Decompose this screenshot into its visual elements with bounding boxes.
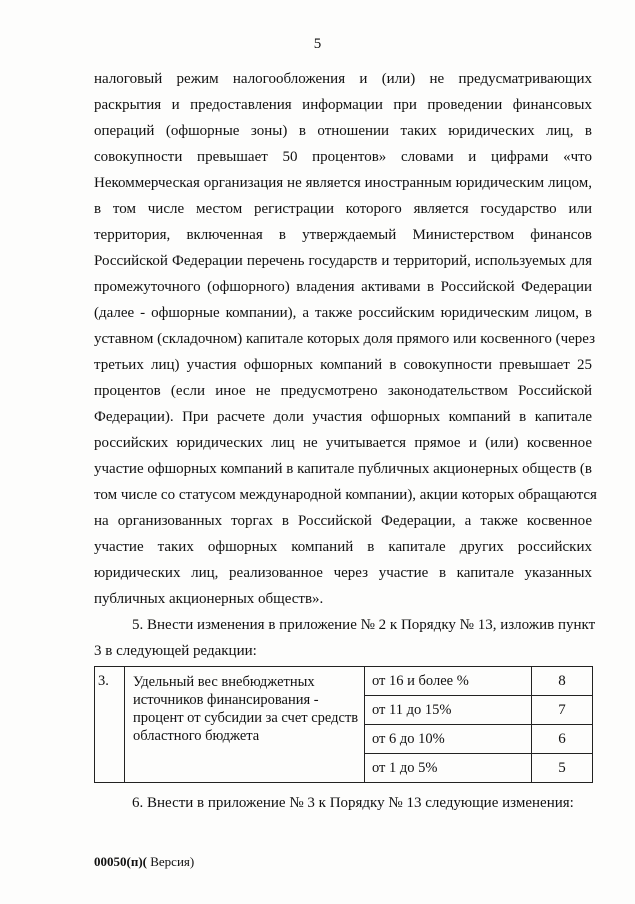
text-line: уставном (складочном) капитале которых доля прямого или косвенного (через: [94, 331, 596, 347]
table-row: [95, 667, 593, 696]
text-line: юридических лиц, реализованное через участие в капитале указанных: [94, 565, 592, 581]
text-line: Некоммерческая организация не является иностранным юридическим лицом,: [94, 175, 592, 191]
text-line: Российской Федерации перечень государств и территорий, используемых для: [94, 253, 592, 269]
score-cell: 8: [532, 667, 593, 696]
item-number-cell: 3.: [95, 667, 125, 783]
criteria-table: [94, 666, 593, 783]
score-cell: 7: [532, 696, 593, 725]
text-line: участие офшорных компаний в капитале публичных акционерных обществ (в: [94, 461, 592, 477]
range-cell: от 6 до 10%: [365, 725, 532, 754]
footer-version: [94, 854, 194, 870]
item-6-line: 6. Внести в приложение № 3 к Порядку № 13 следующие изменения:: [132, 795, 574, 811]
score-cell: 5: [532, 754, 593, 783]
text-line: публичных акционерных обществ».: [94, 591, 324, 607]
text-line: том числе со статусом международной компании), акции которых обращаются: [94, 487, 597, 503]
text-line: налоговый режим налогообложения и (или) не предусматривающих: [94, 71, 592, 87]
text-line: на организованных торгах в Российской Федерации, а также косвенное: [94, 513, 592, 529]
text-line: процентов (если иное не предусмотрено законодательством Российской: [94, 383, 592, 399]
range-cell: от 1 до 5%: [365, 754, 532, 783]
footer-version-label: Версия): [146, 854, 195, 869]
text-line: (далее - офшорные компании), а также российским юридическим лицом, в: [94, 305, 592, 321]
score-cell: 6: [532, 725, 593, 754]
criterion-description-cell: Удельный вес внебюджетных источников финансирования - процент от субсидии за счет средств областного бюджета: [125, 667, 365, 783]
text-line: в том числе местом регистрации которого является государство или: [94, 201, 592, 217]
text-line: промежуточного (офшорного) владения активами в Российской Федерации: [94, 279, 592, 295]
text-line: российских юридических лиц не учитывается прямое и (или) косвенное: [94, 435, 592, 451]
text-line: территория, включенная в утверждаемый Министерством финансов: [94, 227, 592, 243]
page-number: 5: [313, 36, 322, 52]
text-line: совокупности превышает 50 процентов» словами и цифрами «что: [94, 149, 592, 165]
item-5-line: 5. Внести изменения в приложение № 2 к Порядку № 13, изложив пункт: [132, 617, 596, 633]
text-line: Федерации). При расчете доли участия офшорных компаний в капитале: [94, 409, 592, 425]
range-cell: от 16 и более %: [365, 667, 532, 696]
text-line: третьих лиц) участия офшорных компаний в совокупности превышает 25: [94, 357, 592, 373]
text-line: участие таких офшорных компаний в капитале других российских: [94, 539, 592, 555]
footer-code: 00050(п)(: [94, 854, 147, 869]
text-line: операций (офшорные зоны) в отношении таких юридических лиц, в: [94, 123, 592, 139]
text-line: раскрытия и предоставления информации при проведении финансовых: [94, 97, 592, 113]
range-cell: от 11 до 15%: [365, 696, 532, 725]
item-5-line: 3 в следующей редакции:: [94, 643, 257, 659]
